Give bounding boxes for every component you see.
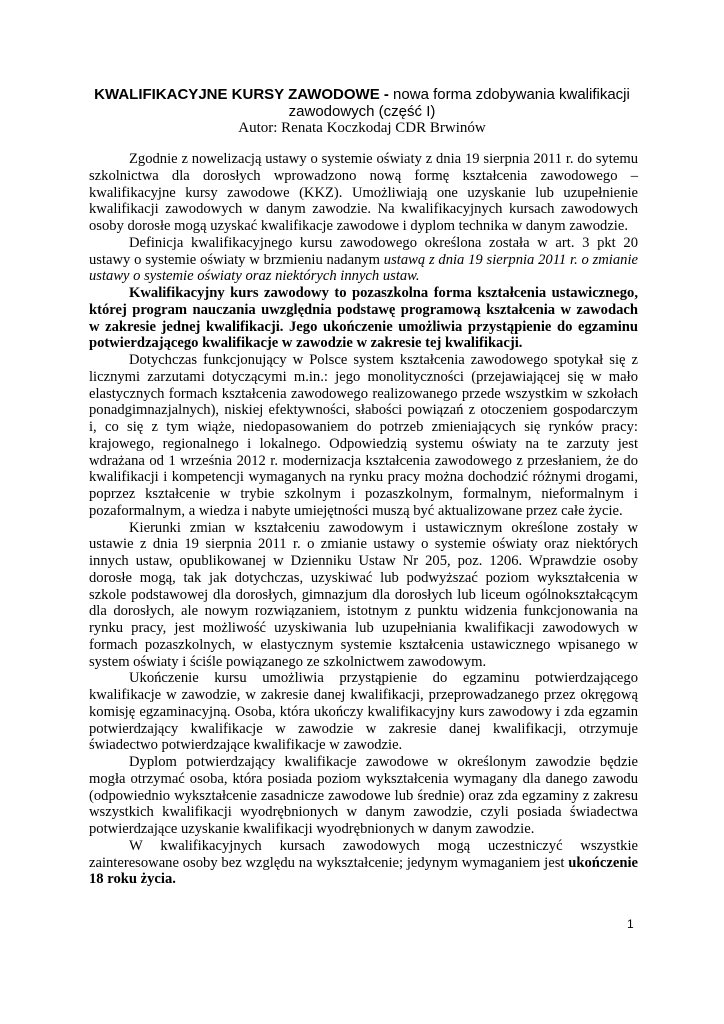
paragraph-5: Kierunki zmian w kształceniu zawodowym i ustawicznym określone zostały w ustawie z dnia 19 sierpnia 2011 r. o zmianie ustawy o systemie oświaty oraz niektórych innych ustaw, opublikowanej w Dzienniku Ustaw Nr 205, poz. 1206. Wprawdzie osoby dorosłe mogą, tak jak dotychczas, uzyskiwać lub podwyższać poziom wykształcenia w szkole podstawowej dla dorosłych, gimnazjum dla dorosłych lub liceum ogólnokształcącym dla dorosłych, ale nowym rozwiązaniem, istotnym z punktu widzenia funkcjonowania na rynku pracy, jest możliwość uzyskiwania lub uzupełniania kwalifikacji zawodowych w formach pozaszkolnych, w elastycznym systemie kształcenia ustawicznego wpisanego w system oświaty i ściśle powiązanego ze szkolnictwem zawodowym. (89, 519, 638, 670)
title-bold-part: KWALIFIKACYJNE KURSY ZAWODOWE - (94, 86, 389, 103)
title-rest: nowa forma zdobywania kwalifikacji zawodowych (część I) (288, 86, 630, 120)
paragraph-1: Zgodnie z nowelizacją ustawy o systemie oświaty z dnia 19 sierpnia 2011 r. do sytemu szkolnictwa dla dorosłych wprowadzono nową formę kształcenia zawodowego – kwalifikacyjne kursy zawodowe (KKZ). Umożliwiają one uzyskanie lub uzupełnienie kwalifikacji zawodowych w danym zawodzie. Na kwalifikacyjnych kursach zawodowych osoby dorosłe mogą uzyskać kwalifikacje zawodowe i dyplom technika w danym zawodzie. (89, 151, 638, 234)
paragraph-8-bold: ukończenie 18 roku życia. (89, 854, 638, 888)
paragraph-2 (89, 235, 638, 285)
paragraph-6: Ukończenie kursu umożliwia przystąpienie do egzaminu potwierdzającego kwalifikacje w zawodzie, w zakresie danej kwalifikacji, przeprowadzanego przez okręgową komisję egzaminacyjną. Osoba, która ukończy kwalifikacyjny kurs zawodowy i zda egzamin potwierdzający kwalifikacje w zawodzie w zakresie danej kwalifikacji, otrzymuje świadectwo potwierdzające kwalifikacje w zawodzie. (89, 670, 638, 754)
author-line: Autor: Renata Koczkodaj CDR Brwinów (238, 120, 486, 136)
page-number: 1 (627, 917, 634, 931)
paragraph-2-text: Definicja kwalifikacyjnego kursu zawodowego określona została w art. 3 pkt 20 ustawy o systemie oświaty w brzmieniu nadanym (89, 234, 638, 268)
paragraph-4: Dotychczas funkcjonujący w Polsce system kształcenia zawodowego spotykał się z licznymi zarzutami dotyczącymi m.in.: jego monolityczności (przejawiającej się w mało elastycznych formach kształcenia zawodowego realizowanego przede wszystkim w szkołach ponadgimnazjalnych), niskiej efektywności, słabości powiązań z otoczeniem gospodarczym i, co się z tym wiąże, niedopasowaniem do potrzeb zmieniających się rynków pracy: krajowego, regionalnego i lokalnego. Odpowiedzią systemu oświaty na te zarzuty jest wdrażana od 1 września 2012 r. modernizacja kształcenia zawodowego z przesłaniem, że do kwalifikacji i kompetencji wymaganych na rynku pracy można dochodzić różnymi drogami, poprzez kształcenie w trybie szkolnym i pozaszkolnym, formalnym, nieformalnym i pozaformalnym, a wiedza i nabyte umiejętności muszą być aktualizowane przez całe życie. (89, 352, 638, 519)
paragraph-7: Dyplom potwierdzający kwalifikacje zawodowe w określonym zawodzie będzie mogła otrzymać osoba, która posiada poziom wykształcenia wymagany dla danego zawodu (odpowiednio wykształcenie zasadnicze zawodowe lub średnie) oraz zda egzaminy z zakresu wszystkich kwalifikacji wyodrębnionych w danym zawodzie, czyli posiada świadectwa potwierdzające uzyskanie kwalifikacji wyodrębnionych w danym zawodzie. (89, 754, 638, 837)
document-body (89, 151, 638, 888)
paragraph-2-italic: ustawą z dnia 19 sierpnia 2011 r. o zmianie ustawy o systemie oświaty oraz niektórych innych ustaw. (89, 251, 638, 285)
document-title (88, 86, 636, 120)
paragraph-8-text: W kwalifikacyjnych kursach zawodowych mogą uczestniczyć wszystkie zainteresowane osoby bez względu na wykształcenie; jedynym wymaganiem jest (89, 837, 638, 871)
paragraph-8 (89, 838, 638, 888)
paragraph-3-definition: Kwalifikacyjny kurs zawodowy to pozaszkolna forma kształcenia ustawicznego, której program nauczania uwzględnia podstawę programową kształcenia w zawodach w zakresie jednej kwalifikacji. Jego ukończenie umożliwia przystąpienie do egzaminu potwierdzającego kwalifikacje w zawodzie w zakresie tej kwalifikacji. (89, 285, 638, 352)
